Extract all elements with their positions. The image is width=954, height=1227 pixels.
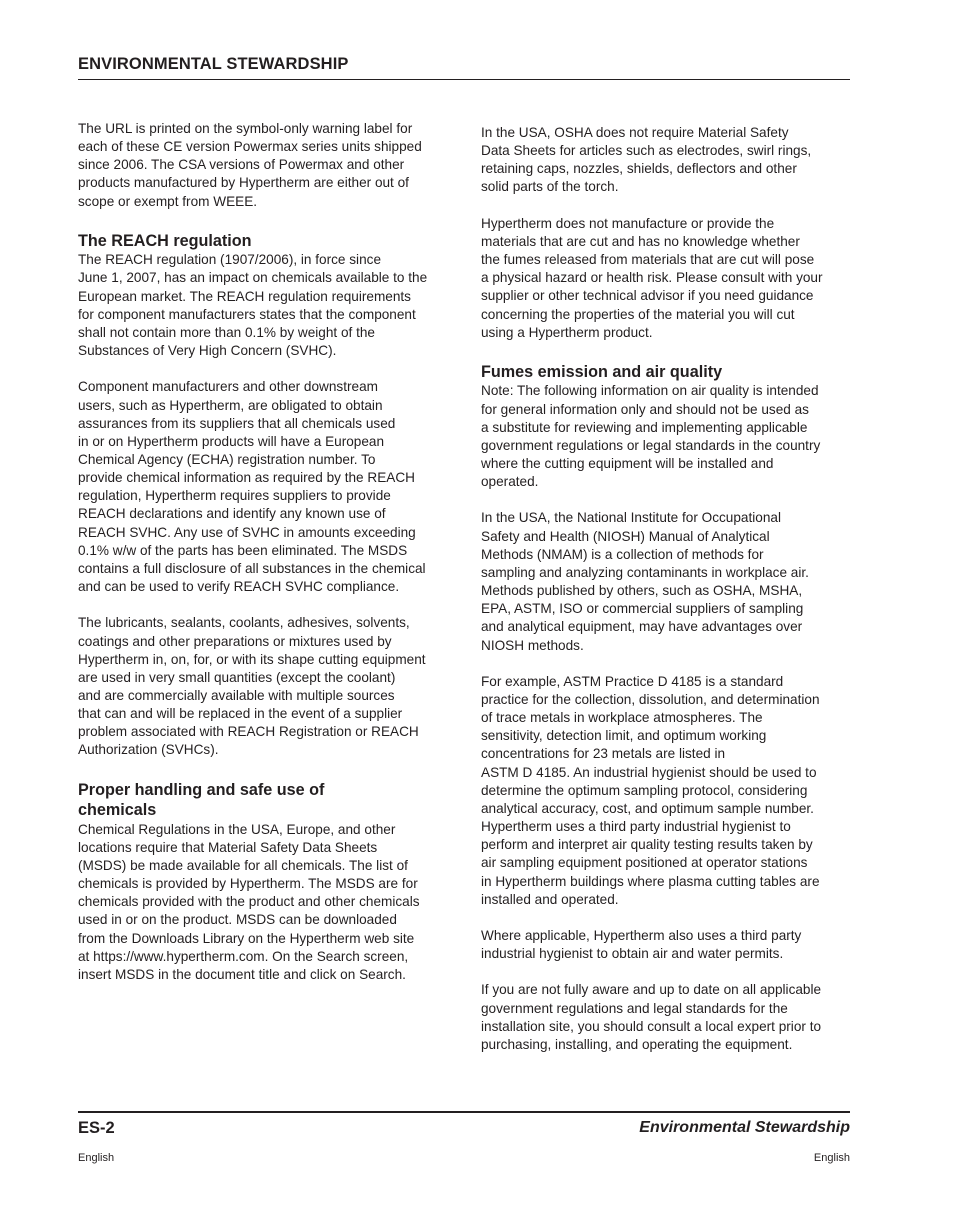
paragraph [78, 821, 458, 984]
text-line: The lubricants, sealants, coolants, adhesives, solvents, [78, 615, 410, 631]
text-line: Note: The following information on air quality is intended [481, 383, 819, 399]
text-line: provide chemical information as required by the REACH [78, 470, 415, 486]
text-line: sensitivity, detection limit, and optimum working [481, 728, 767, 744]
header-divider [78, 79, 850, 80]
paragraph [481, 981, 861, 1054]
text-line: Authorization (SVHCs). [78, 742, 219, 758]
left-column [78, 120, 458, 1002]
text-line: coatings and other preparations or mixtures used by [78, 633, 392, 649]
text-line: Hypertherm uses a third party industrial hygienist to [481, 819, 791, 835]
text-line: REACH SVHC. Any use of SVHC in amounts exceeding [78, 524, 416, 540]
text-line: Data Sheets for articles such as electrodes, swirl rings, [481, 143, 812, 159]
text-line: materials that are cut and has no knowledge whether [481, 233, 800, 249]
paragraph [78, 120, 458, 211]
text-line: insert MSDS in the document title and click on Search. [78, 966, 406, 982]
text-line: European market. The REACH regulation requirements [78, 288, 411, 304]
text-line: problem associated with REACH Registration or REACH [78, 724, 419, 740]
footer-language-left: English [78, 1152, 115, 1164]
text-line: purchasing, installing, and operating the equipment. [481, 1036, 793, 1052]
page-number: ES-2 [78, 1119, 115, 1137]
text-line: sampling and analyzing contaminants in workplace air. [481, 564, 809, 580]
text-line: installed and operated. [481, 891, 619, 907]
paragraph [481, 124, 861, 197]
paragraph [481, 215, 861, 342]
text-line: at https://www.hypertherm.com. On the Search screen, [78, 948, 409, 964]
text-line: Hypertherm in, on, for, or with its shape cutting equipment [78, 651, 426, 667]
text-line: The REACH regulation (1907/2006), in force since [78, 252, 381, 268]
text-line: Fumes emission and air quality [481, 362, 723, 381]
text-line: industrial hygienist to obtain air and water permits. [481, 946, 784, 962]
text-line: chemicals provided with the product and other chemicals [78, 894, 420, 910]
text-line: of trace metals in workplace atmospheres. The [481, 710, 763, 726]
text-line: Safety and Health (NIOSH) Manual of Analytical [481, 528, 770, 544]
section-heading [78, 231, 458, 252]
text-line: that can and will be replaced in the event of a supplier [78, 706, 403, 722]
text-line: Chemical Regulations in the USA, Europe, and other [78, 821, 396, 837]
text-line: from the Downloads Library on the Hypertherm web site [78, 930, 415, 946]
section-heading [481, 362, 861, 383]
text-line: In the USA, the National Institute for Occupational [481, 510, 781, 526]
text-line: air sampling equipment positioned at operator stations [481, 855, 808, 871]
text-line: Proper handling and safe use of [78, 780, 325, 799]
text-line: Where applicable, Hypertherm also uses a third party [481, 928, 802, 943]
footer-divider [78, 1111, 850, 1113]
footer-section-title: Environmental Stewardship [639, 1119, 850, 1136]
text-line: contains a full disclosure of all substances in the chemical [78, 560, 426, 576]
text-line: The REACH regulation [78, 231, 252, 250]
section-heading [78, 780, 458, 821]
text-line: practice for the collection, dissolution, and determination [481, 691, 820, 707]
paragraph [481, 673, 861, 909]
text-line: Component manufacturers and other downstream [78, 379, 378, 395]
text-line: government regulations or legal standards in the country [481, 437, 821, 453]
text-line: NIOSH methods. [481, 637, 584, 653]
text-line: In the USA, OSHA does not require Material Safety [481, 125, 789, 140]
text-line: users, such as Hypertherm, are obligated to obtain [78, 397, 383, 413]
text-line: concentrations for 23 metals are listed in [481, 746, 726, 762]
text-line: since 2006. The CSA versions of Powermax and other [78, 157, 405, 173]
text-line: used in or on the product. MSDS can be downloaded [78, 912, 397, 928]
footer-language-right: English [813, 1152, 850, 1164]
right-column [481, 124, 861, 1072]
text-line: The URL is printed on the symbol-only warning label for [78, 121, 413, 136]
text-line: a substitute for reviewing and implementing applicable [481, 419, 808, 435]
text-line: shall not contain more than 0.1% by weight of the [78, 324, 375, 340]
text-line: and analytical equipment, may have advantages over [481, 619, 803, 635]
text-line: products manufactured by Hypertherm are either out of [78, 175, 409, 191]
text-line: a physical hazard or health risk. Please consult with your [481, 270, 823, 286]
text-line: supplier or other technical advisor if you need guidance [481, 288, 814, 304]
text-line: Hypertherm does not manufacture or provide the [481, 215, 775, 231]
text-line: chemicals [78, 801, 157, 820]
text-line: are used in very small quantities (except the coolant) [78, 669, 396, 685]
text-line: the fumes released from materials that are cut will pose [481, 252, 815, 268]
text-line: analytical accuracy, cost, and optimum sample number. [481, 800, 814, 816]
text-line: and can be used to verify REACH SVHC compliance. [78, 579, 400, 595]
paragraph [481, 927, 861, 963]
text-line: using a Hypertherm product. [481, 324, 653, 340]
text-line: EPA, ASTM, ISO or commercial suppliers of sampling [481, 601, 804, 617]
text-line: perform and interpret air quality testing results taken by [481, 837, 813, 853]
text-line: regulation, Hypertherm requires suppliers to provide [78, 488, 391, 504]
text-line: ASTM D 4185. An industrial hygienist should be used to [481, 764, 817, 780]
text-line: where the cutting equipment will be installed and [481, 455, 774, 471]
text-line: operated. [481, 474, 539, 490]
text-line: If you are not fully aware and up to date on all applicable [481, 982, 822, 998]
text-line: (MSDS) be made available for all chemicals. The list of [78, 857, 408, 873]
text-line: concerning the properties of the material you will cut [481, 306, 795, 322]
text-line: 0.1% w/w of the parts has been eliminated. The MSDS [78, 542, 408, 558]
text-line: June 1, 2007, has an impact on chemicals available to the [78, 270, 428, 286]
paragraph [481, 509, 861, 654]
paragraph [481, 382, 861, 491]
text-line: locations require that Material Safety Data Sheets [78, 839, 378, 855]
text-line: retaining caps, nozzles, shields, deflectors and other [481, 161, 797, 177]
paragraph [78, 614, 458, 759]
text-line: in or on Hypertherm products will have a European [78, 433, 385, 449]
text-line: in Hypertherm buildings where plasma cutting tables are [481, 873, 820, 889]
text-line: solid parts of the torch. [481, 179, 619, 195]
text-line: each of these CE version Powermax series units shipped [78, 139, 422, 155]
text-line: for component manufacturers states that the component [78, 306, 416, 322]
text-line: Methods (NMAM) is a collection of methods for [481, 546, 764, 562]
text-line: Methods published by others, such as OSHA, MSHA, [481, 583, 803, 599]
text-line: REACH declarations and identify any known use of [78, 506, 386, 522]
text-line: For example, ASTM Practice D 4185 is a standard [481, 673, 784, 689]
paragraph [78, 378, 458, 596]
paragraph [78, 251, 458, 360]
text-line: Substances of Very High Concern (SVHC). [78, 343, 337, 359]
running-header: ENVIRONMENTAL STEWARDSHIP [78, 55, 349, 73]
text-line: government regulations and legal standards for the [481, 1000, 788, 1016]
text-line: determine the optimum sampling protocol, considering [481, 782, 808, 798]
text-line: for general information only and should not be used as [481, 401, 809, 417]
text-line: installation site, you should consult a local expert prior to [481, 1018, 822, 1034]
text-line: assurances from its suppliers that all chemicals used [78, 415, 396, 431]
text-line: Chemical Agency (ECHA) registration number. To [78, 451, 376, 467]
text-line: and are commercially available with multiple sources [78, 688, 395, 703]
text-line: scope or exempt from WEEE. [78, 193, 258, 209]
text-line: chemicals is provided by Hypertherm. The MSDS are for [78, 876, 418, 892]
